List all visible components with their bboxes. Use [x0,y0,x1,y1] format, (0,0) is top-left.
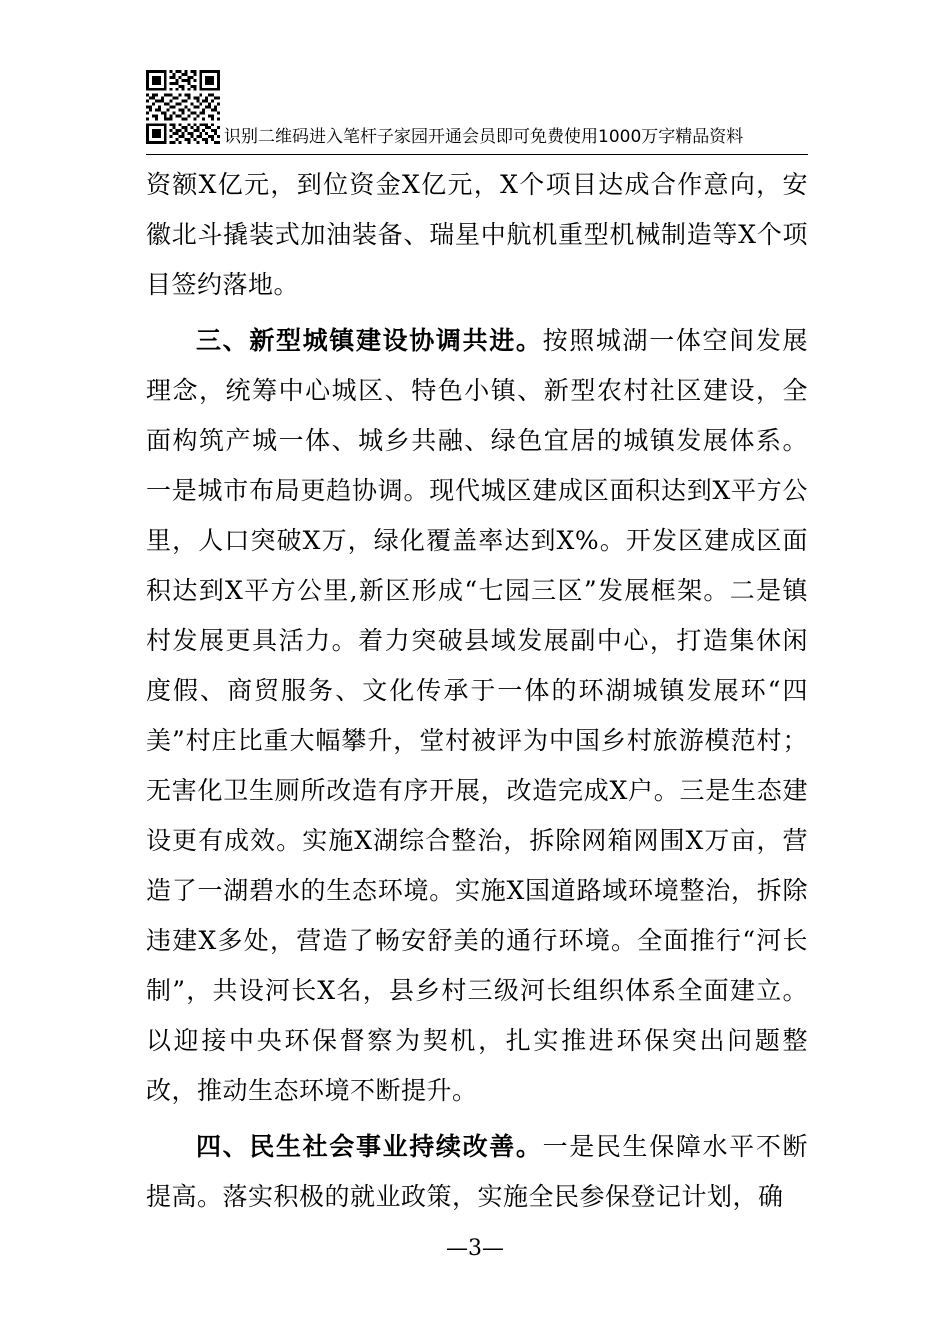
qr-code-icon[interactable] [146,70,220,144]
paragraph-text: 按照城湖一体空间发展理念，统筹中心城区、特色小镇、新型农村社区建设，全面构筑产城一体、城乡共融、绿色宜居的城镇发展体系。一是城市布局更趋协调。现代城区建成区面积达到X平方公里，人口突破X万，绿化覆盖率达到X%。开发区建成区面积达到X平方公里,新区形成“七园三区”发展框架。二是镇村发展更具活力。着力突破县域发展副中心，打造集休闲度假、商贸服务、文化传承于一体的环湖城镇发展环“四美”村庄比重大幅攀升，堂村被评为中国乡村旅游模范村；无害化卫生厕所改造有序开展，改造完成X户。三是生态建设更有成效。实施X湖综合整治，拆除网箱网围X万亩，营造了一湖碧水的生态环境。实施X国道路域环境整治，拆除违建X多处，营造了畅安舒美的通行环境。全面推行“河长制”，共设河长X名，县乡村三级河长组织体系全面建立。以迎接中央环保督察为契机，扎实推进环保突出问题整改，推动生态环境不断提升。 [146,326,808,1105]
document-body [146,160,808,1222]
paragraph-text: 资额X亿元，到位资金X亿元，X个项目达成合作意向，安徽北斗撬装式加油装备、瑞星中航机重型机械制造等X个项目签约落地。 [146,170,808,299]
page-number: —3— [446,1236,504,1261]
paragraph-text: 一是民生保障水平不断提高。落实积极的就业政策，实施全民参保登记计划，确 [146,1132,808,1211]
paragraph-continued [146,160,808,310]
section-heading: 三、新型城镇建设协调共进。 [196,326,543,355]
paragraph-section-3 [146,316,808,1116]
document-header [146,70,808,156]
paragraph-section-4 [146,1122,808,1222]
header-divider [146,154,808,155]
section-heading: 四、民生社会事业持续改善。 [196,1132,543,1161]
header-notice: 识别二维码进入笔杆子家园开通会员即可免费使用1000万字精品资料 [224,127,744,147]
